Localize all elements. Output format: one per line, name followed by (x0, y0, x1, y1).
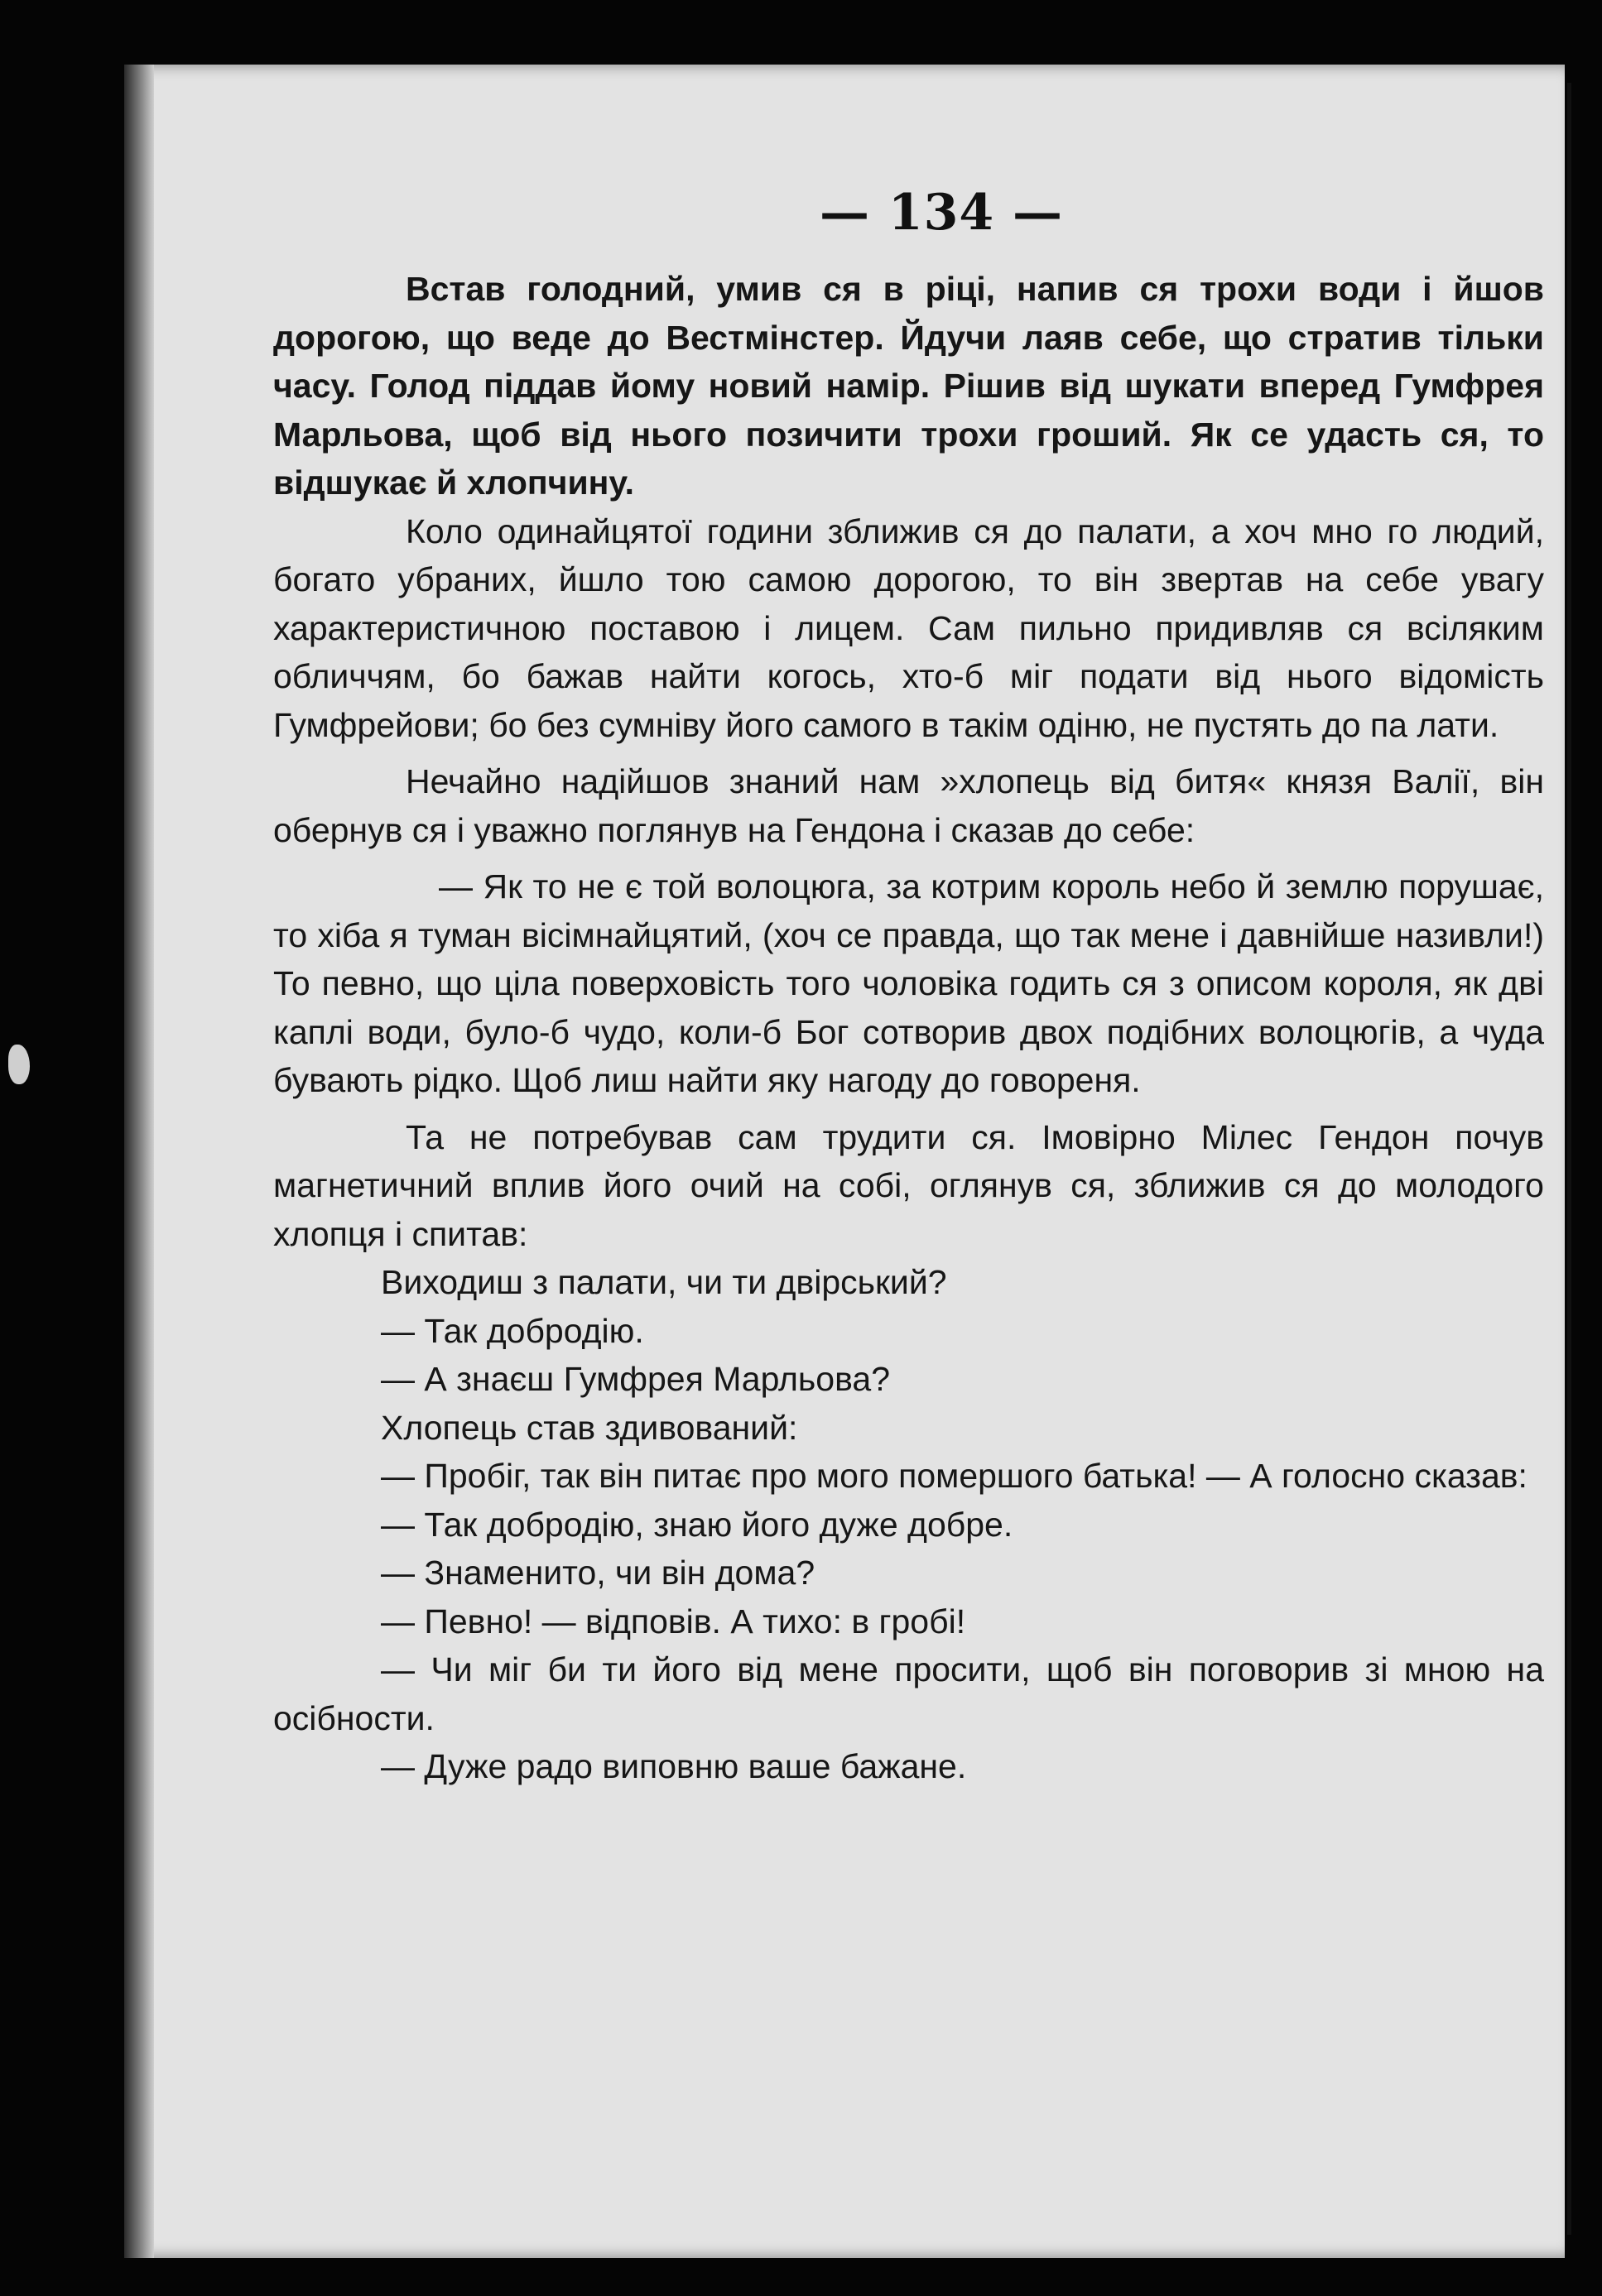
dialogue-paragraph: — Як то не є той волоцюга, за котрим король небо й землю порушає, то хіба я туман вісімнайцятий, (хоч се правда, що так мене і давнійше називли!) То певно, що ціла поверховість того чоловіка годить ся з описом короля, як дві каплі води, було-б чудо, коли-б Бог сотворив двох подібних волоцюгів, а чуда бувають рідко. Щоб лиш найти яку нагоду до говореня. (273, 867, 1544, 1099)
paragraph: Нечайно надійшов знаний нам »хлопець від битя« князя Валії, він обернув ся і уважно поглянув на Гендона і сказав до себе: (273, 762, 1544, 849)
paragraph: Та не потребував сам трудити ся. Імовірно Мілес Гендон почув магнетичний вплив його очий на собі, оглянув ся, зближив ся до молодого хлопця і спитав: (273, 1117, 1544, 1253)
page-right-edge (1567, 83, 1571, 2235)
dialogue-line: — Певно! — відповів. А тихо: в гробі! (381, 1602, 966, 1640)
body-text (273, 265, 1544, 1791)
dialogue-line: — Чи міг би ти його від мене просити, щоб він поговорив зі мною на осібности. (273, 1650, 1544, 1737)
paragraph: Встав голодний, умив ся в ріці, напив ся трохи води і йшов дорогою, що веде до Вестмінстер. Йдучи лаяв себе, що стратив тільки часу. Голод піддав йому новий намір. Рішив від шукати вперед Гумфрея Марльова, щоб від нього позичити трохи гроший. Як се удасть ся, то відшукає й хлопчину. (273, 270, 1544, 502)
dialogue-line: Виходиш з палати, чи ти двірський? (381, 1263, 947, 1301)
page-binding-shadow (124, 65, 154, 2258)
dialogue-line: — Так добродію. (381, 1311, 644, 1350)
dialogue-line: — Пробіг, так він питає про мого помершого батька! — А голосно сказав: (381, 1457, 1527, 1495)
dialogue-line: — Так добродію, знаю його дуже добре. (381, 1505, 1013, 1544)
dialogue-line: — Знаменито, чи він дома? (381, 1554, 815, 1592)
dialogue-line: — Дуже радо виповню ваше бажане. (381, 1747, 967, 1785)
dialogue-line: Хлопець став здивований: (381, 1408, 798, 1447)
page-number: — 134 — (820, 184, 1064, 242)
scan-smudge (8, 1045, 30, 1084)
paragraph: Коло одинайцятої години зближив ся до палати, а хоч мно го людий, богато убраних, йшло тою самою дорогою, то він звертав на себе увагу характеристичною поставою і лицем. Сам пильно придивляв ся всіляким обличчям, бо бажав найти когось, хто-б міг подати від нього відомість Гумфрейови; бо без сумніву його самого в такім одіню, не пустять до па лати. (273, 512, 1544, 744)
dialogue-line: — А знаєш Гумфрея Марльова? (381, 1360, 891, 1398)
